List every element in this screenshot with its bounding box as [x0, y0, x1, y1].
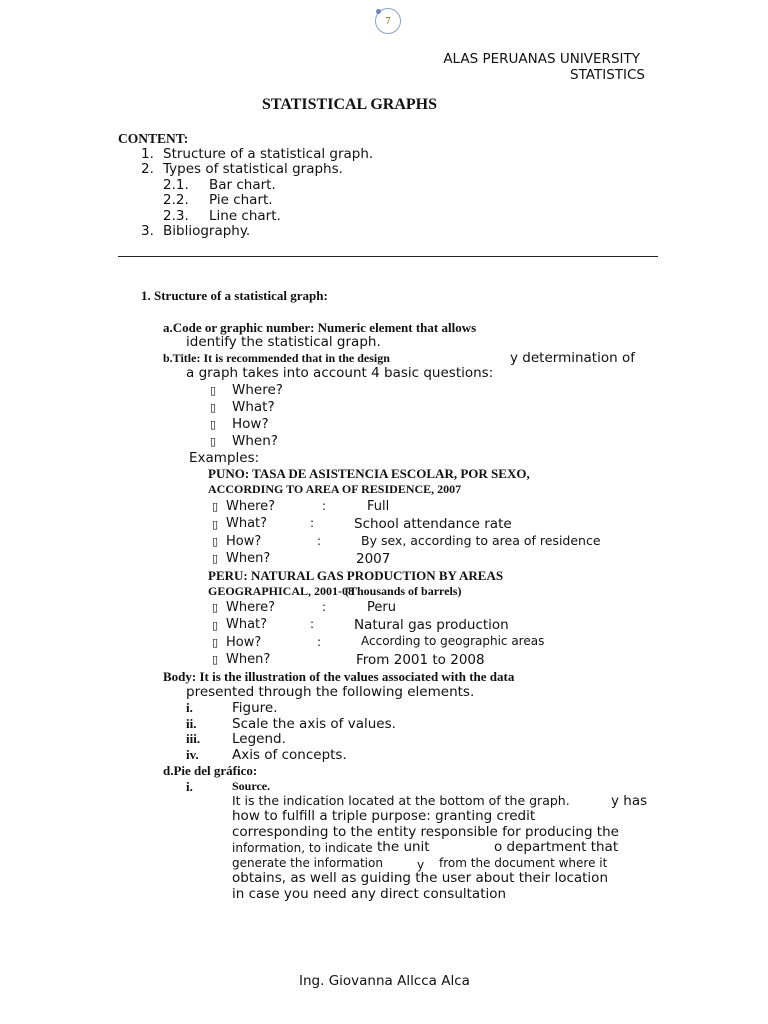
source-text-line: corresponding to the entity responsible for producing the: [232, 824, 619, 840]
content-item-num: 2.: [141, 161, 154, 177]
example2-title: PERU: NATURAL GAS PRODUCTION BY AREAS: [208, 568, 504, 583]
example-question: How?: [226, 534, 262, 549]
body-item-num: iv.: [186, 747, 199, 762]
example-answer: Natural gas production: [354, 617, 509, 633]
body-item-num: ii.: [186, 716, 197, 731]
content-item-num: 1.: [141, 146, 154, 162]
source-num: i.: [186, 779, 193, 794]
source-text-line: how to fulfill a triple purpose: granting credit: [232, 808, 536, 824]
page-number: 7: [385, 15, 391, 27]
example1-title: ACCORDING TO AREA OF RESIDENCE, 2007: [208, 482, 462, 496]
body-item: Legend.: [232, 731, 286, 747]
example-answer: Peru: [367, 600, 396, 615]
item-b-heading: b.Title: It is recommended that in the design: [163, 351, 390, 365]
section-heading: 1. Structure of a statistical graph:: [141, 288, 328, 303]
content-subitem-num: 2.2.: [163, 192, 189, 208]
content-subitem-num: 2.1.: [163, 177, 189, 193]
header-subject: STATISTICS: [570, 67, 645, 83]
example-question: When?: [226, 652, 271, 667]
examples-label: Examples:: [189, 450, 260, 466]
question-item: How?: [232, 416, 269, 432]
content-subitem-num: 2.3.: [163, 208, 189, 224]
source-text-line: y: [417, 858, 425, 872]
header-university: ALAS PERUANAS UNIVERSITY: [443, 51, 640, 67]
source-text-line: the unit: [377, 839, 430, 855]
item-b-text-right: y determination of: [510, 350, 635, 366]
source-text-line: information, to indicate: [232, 841, 373, 855]
body-item: Axis of concepts.: [232, 747, 347, 763]
example-colon: :: [310, 516, 315, 530]
divider-line: [118, 256, 658, 257]
content-subitem: Line chart.: [209, 208, 281, 224]
checkbox-icon: ▯: [212, 619, 219, 632]
example-colon: :: [322, 499, 327, 513]
question-item: What?: [232, 399, 275, 415]
example-colon: :: [317, 635, 322, 649]
example-answer: School attendance rate: [354, 516, 512, 532]
checkbox-icon: ▯: [210, 418, 217, 431]
source-text-line: obtains, as well as guiding the user about their location: [232, 870, 609, 886]
body-item: Figure.: [232, 700, 278, 716]
example-question: What?: [226, 516, 268, 531]
page-title: STATISTICAL GRAPHS: [262, 96, 438, 113]
example-question: How?: [226, 635, 262, 650]
body-item: Scale the axis of values.: [232, 716, 396, 732]
checkbox-icon: ▯: [212, 636, 219, 649]
example-answer: Full: [367, 499, 390, 514]
body-item-num: i.: [186, 700, 193, 715]
example2-subtitle: (Thousands of barrels): [345, 584, 462, 598]
example-answer: From 2001 to 2008: [356, 652, 485, 668]
footer-author: Ing. Giovanna Allcca Alca: [299, 973, 470, 989]
example-question: Where?: [226, 600, 276, 615]
example-colon: :: [322, 600, 327, 614]
checkbox-icon: ▯: [212, 518, 219, 531]
item-d-heading: d.Pie del gráfico:: [163, 763, 258, 778]
content-item: Structure of a statistical graph.: [163, 146, 374, 162]
example-question: What?: [226, 617, 268, 632]
example-question: When?: [226, 551, 271, 566]
example-colon: :: [317, 534, 322, 548]
body-item-num: iii.: [186, 731, 201, 746]
source-text-line: y has: [611, 793, 648, 809]
content-subitem: Bar chart.: [209, 177, 276, 193]
content-item: Types of statistical graphs.: [163, 161, 343, 177]
checkbox-icon: ▯: [212, 552, 219, 565]
source-text-line: o department that: [494, 839, 619, 855]
body-heading: Body: It is the illustration of the values associated with the data: [163, 669, 515, 684]
item-a-text: identify the statistical graph.: [186, 334, 381, 350]
content-heading: CONTENT:: [118, 131, 189, 146]
item-a-heading: a.Code or graphic number: Numeric element that allows: [163, 320, 477, 335]
example-answer: 2007: [356, 551, 391, 567]
checkbox-icon: ▯: [212, 653, 219, 666]
item-b-text: a graph takes into account 4 basic questions:: [186, 365, 494, 381]
source-text-line: generate the information: [232, 856, 383, 870]
example1-title: PUNO: TASA DE ASISTENCIA ESCOLAR, POR SEXO,: [208, 466, 530, 481]
content-subitem: Pie chart.: [209, 192, 273, 208]
example-answer: According to geographic areas: [361, 634, 545, 648]
checkbox-icon: ▯: [212, 535, 219, 548]
page-number-badge: [375, 8, 401, 34]
source-title: Source.: [232, 779, 271, 793]
example-colon: :: [310, 617, 315, 631]
example-question: Where?: [226, 499, 276, 514]
checkbox-icon: ▯: [210, 384, 217, 397]
body-text: presented through the following elements.: [186, 684, 475, 700]
content-item-num: 3.: [141, 223, 154, 239]
question-item: Where?: [232, 382, 283, 398]
checkbox-icon: ▯: [212, 601, 219, 614]
checkbox-icon: ▯: [210, 401, 217, 414]
source-text-line: It is the indication located at the bottom of the graph.: [232, 793, 570, 808]
question-item: When?: [232, 433, 278, 449]
example2-title: GEOGRAPHICAL, 2001-08: [208, 584, 355, 598]
badge-dot: [376, 9, 381, 14]
checkbox-icon: ▯: [210, 435, 217, 448]
example-answer: By sex, according to area of residence: [361, 533, 601, 548]
checkbox-icon: ▯: [212, 500, 219, 513]
content-item: Bibliography.: [163, 223, 251, 239]
source-text-line: from the document where it: [439, 856, 608, 870]
source-text-line: in case you need any direct consultation: [232, 886, 507, 902]
